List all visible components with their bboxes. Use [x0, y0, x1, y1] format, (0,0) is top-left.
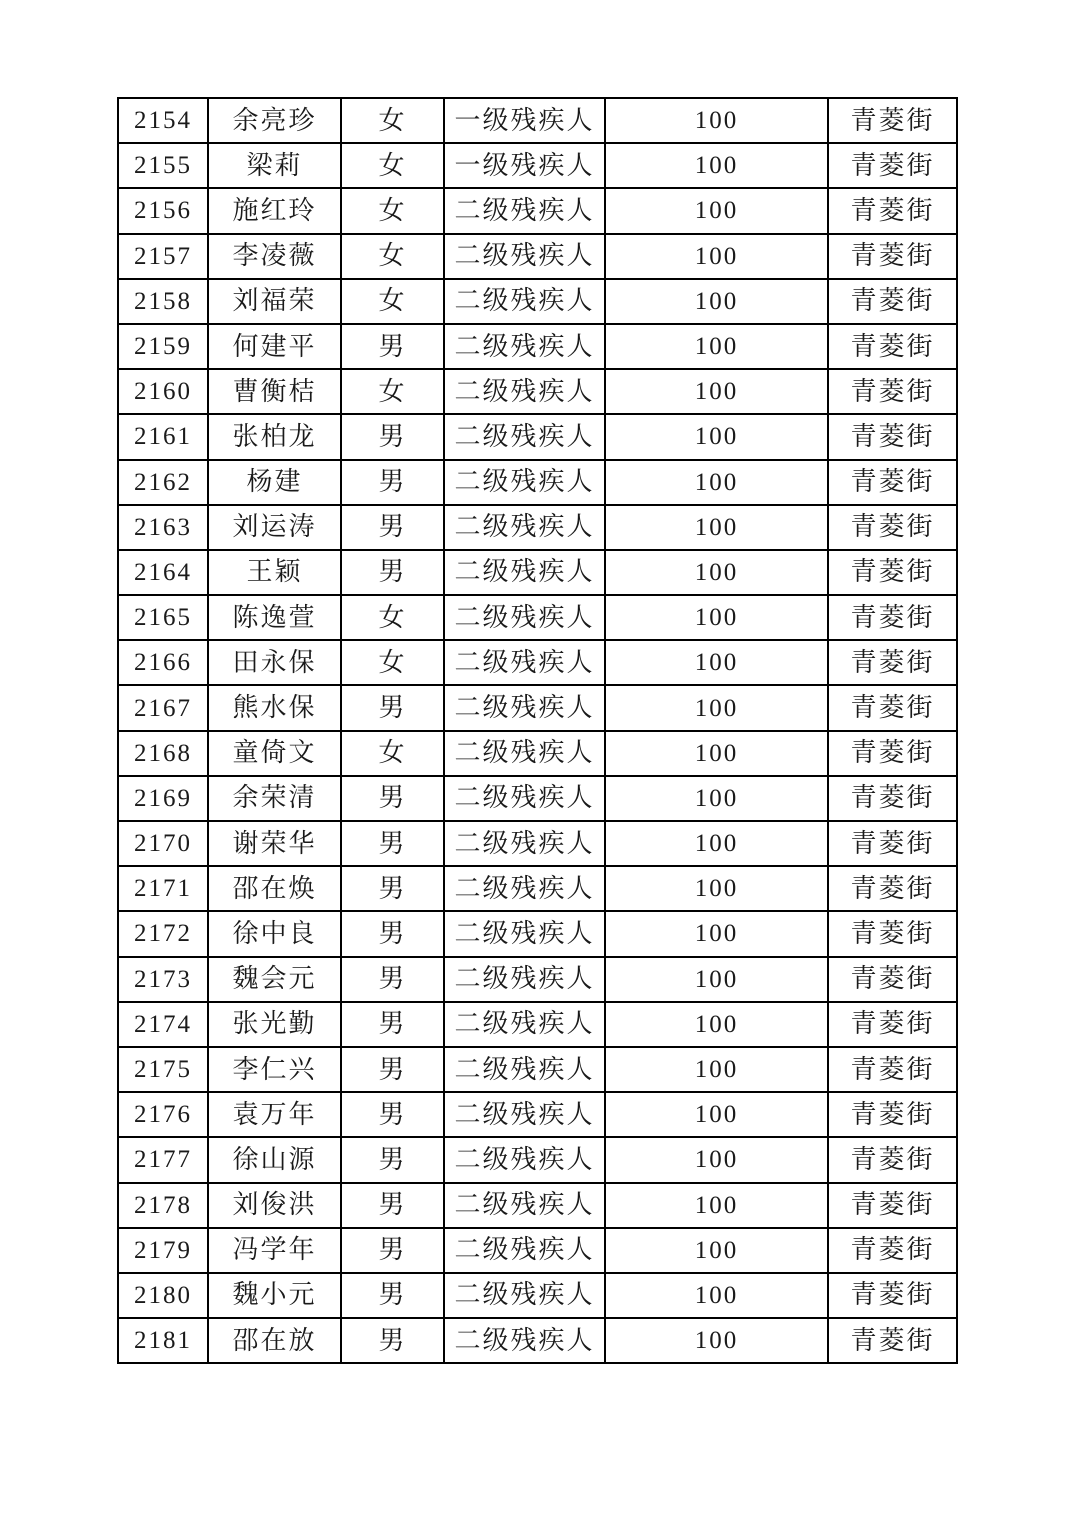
name-cell: 施红玲: [208, 188, 341, 233]
table-body: [118, 98, 957, 1363]
amount-cell: 100: [605, 1228, 828, 1273]
disability-level-cell: 二级残疾人: [444, 640, 605, 685]
street-cell: 青菱街: [828, 731, 957, 776]
name-cell: 余荣清: [208, 776, 341, 821]
gender-cell: 男: [341, 1228, 444, 1273]
name-cell: 李仁兴: [208, 1047, 341, 1092]
table-row: [118, 369, 957, 414]
name-cell: 王颖: [208, 550, 341, 595]
disability-level-cell: 二级残疾人: [444, 821, 605, 866]
table-row: [118, 1183, 957, 1228]
disability-level-cell: 一级残疾人: [444, 98, 605, 143]
name-cell: 田永保: [208, 640, 341, 685]
table-row: [118, 1002, 957, 1047]
amount-cell: 100: [605, 911, 828, 956]
disability-level-cell: 二级残疾人: [444, 595, 605, 640]
street-cell: 青菱街: [828, 324, 957, 369]
street-cell: 青菱街: [828, 550, 957, 595]
gender-cell: 男: [341, 414, 444, 459]
name-cell: 何建平: [208, 324, 341, 369]
serial-number-cell: 2169: [118, 776, 208, 821]
street-cell: 青菱街: [828, 1092, 957, 1137]
document-page: [117, 97, 958, 1364]
street-cell: 青菱街: [828, 1273, 957, 1318]
street-cell: 青菱街: [828, 1137, 957, 1182]
recipient-table: [117, 97, 958, 1364]
disability-level-cell: 二级残疾人: [444, 957, 605, 1002]
amount-cell: 100: [605, 1273, 828, 1318]
amount-cell: 100: [605, 640, 828, 685]
street-cell: 青菱街: [828, 1228, 957, 1273]
amount-cell: 100: [605, 460, 828, 505]
amount-cell: 100: [605, 957, 828, 1002]
amount-cell: 100: [605, 324, 828, 369]
serial-number-cell: 2167: [118, 685, 208, 730]
serial-number-cell: 2161: [118, 414, 208, 459]
amount-cell: 100: [605, 776, 828, 821]
street-cell: 青菱街: [828, 460, 957, 505]
serial-number-cell: 2179: [118, 1228, 208, 1273]
name-cell: 谢荣华: [208, 821, 341, 866]
serial-number-cell: 2163: [118, 505, 208, 550]
gender-cell: 男: [341, 1137, 444, 1182]
table-row: [118, 505, 957, 550]
gender-cell: 男: [341, 1002, 444, 1047]
serial-number-cell: 2171: [118, 866, 208, 911]
disability-level-cell: 一级残疾人: [444, 143, 605, 188]
street-cell: 青菱街: [828, 866, 957, 911]
gender-cell: 男: [341, 685, 444, 730]
amount-cell: 100: [605, 98, 828, 143]
serial-number-cell: 2157: [118, 234, 208, 279]
amount-cell: 100: [605, 731, 828, 776]
name-cell: 张光勤: [208, 1002, 341, 1047]
name-cell: 袁万年: [208, 1092, 341, 1137]
table-row: [118, 460, 957, 505]
gender-cell: 男: [341, 776, 444, 821]
table-row: [118, 550, 957, 595]
disability-level-cell: 二级残疾人: [444, 1318, 605, 1363]
name-cell: 张柏龙: [208, 414, 341, 459]
street-cell: 青菱街: [828, 640, 957, 685]
table-row: [118, 143, 957, 188]
disability-level-cell: 二级残疾人: [444, 1228, 605, 1273]
serial-number-cell: 2181: [118, 1318, 208, 1363]
table-row: [118, 1092, 957, 1137]
gender-cell: 女: [341, 279, 444, 324]
disability-level-cell: 二级残疾人: [444, 776, 605, 821]
gender-cell: 男: [341, 957, 444, 1002]
street-cell: 青菱街: [828, 957, 957, 1002]
table-row: [118, 957, 957, 1002]
table-row: [118, 1047, 957, 1092]
table-row: [118, 776, 957, 821]
street-cell: 青菱街: [828, 595, 957, 640]
gender-cell: 男: [341, 1183, 444, 1228]
table-row: [118, 234, 957, 279]
name-cell: 童倚文: [208, 731, 341, 776]
street-cell: 青菱街: [828, 188, 957, 233]
disability-level-cell: 二级残疾人: [444, 234, 605, 279]
serial-number-cell: 2172: [118, 911, 208, 956]
street-cell: 青菱街: [828, 911, 957, 956]
name-cell: 邵在放: [208, 1318, 341, 1363]
serial-number-cell: 2170: [118, 821, 208, 866]
name-cell: 杨建: [208, 460, 341, 505]
disability-level-cell: 二级残疾人: [444, 1002, 605, 1047]
name-cell: 刘俊洪: [208, 1183, 341, 1228]
amount-cell: 100: [605, 1047, 828, 1092]
disability-level-cell: 二级残疾人: [444, 460, 605, 505]
table-row: [118, 595, 957, 640]
gender-cell: 男: [341, 1092, 444, 1137]
serial-number-cell: 2154: [118, 98, 208, 143]
gender-cell: 男: [341, 866, 444, 911]
serial-number-cell: 2156: [118, 188, 208, 233]
serial-number-cell: 2173: [118, 957, 208, 1002]
street-cell: 青菱街: [828, 414, 957, 459]
street-cell: 青菱街: [828, 776, 957, 821]
street-cell: 青菱街: [828, 369, 957, 414]
gender-cell: 女: [341, 640, 444, 685]
name-cell: 梁莉: [208, 143, 341, 188]
serial-number-cell: 2159: [118, 324, 208, 369]
street-cell: 青菱街: [828, 143, 957, 188]
table-row: [118, 866, 957, 911]
serial-number-cell: 2162: [118, 460, 208, 505]
table-row: [118, 279, 957, 324]
serial-number-cell: 2178: [118, 1183, 208, 1228]
street-cell: 青菱街: [828, 1183, 957, 1228]
disability-level-cell: 二级残疾人: [444, 550, 605, 595]
gender-cell: 男: [341, 1318, 444, 1363]
gender-cell: 女: [341, 234, 444, 279]
table-row: [118, 640, 957, 685]
serial-number-cell: 2177: [118, 1137, 208, 1182]
name-cell: 魏会元: [208, 957, 341, 1002]
name-cell: 刘运涛: [208, 505, 341, 550]
amount-cell: 100: [605, 505, 828, 550]
serial-number-cell: 2166: [118, 640, 208, 685]
disability-level-cell: 二级残疾人: [444, 731, 605, 776]
amount-cell: 100: [605, 550, 828, 595]
amount-cell: 100: [605, 234, 828, 279]
gender-cell: 男: [341, 505, 444, 550]
disability-level-cell: 二级残疾人: [444, 866, 605, 911]
serial-number-cell: 2176: [118, 1092, 208, 1137]
amount-cell: 100: [605, 1137, 828, 1182]
table-row: [118, 1228, 957, 1273]
disability-level-cell: 二级残疾人: [444, 369, 605, 414]
name-cell: 熊水保: [208, 685, 341, 730]
disability-level-cell: 二级残疾人: [444, 279, 605, 324]
gender-cell: 女: [341, 369, 444, 414]
gender-cell: 男: [341, 460, 444, 505]
street-cell: 青菱街: [828, 685, 957, 730]
serial-number-cell: 2165: [118, 595, 208, 640]
table-row: [118, 414, 957, 459]
street-cell: 青菱街: [828, 98, 957, 143]
amount-cell: 100: [605, 595, 828, 640]
name-cell: 邵在焕: [208, 866, 341, 911]
amount-cell: 100: [605, 1002, 828, 1047]
amount-cell: 100: [605, 414, 828, 459]
amount-cell: 100: [605, 685, 828, 730]
name-cell: 李凌薇: [208, 234, 341, 279]
disability-level-cell: 二级残疾人: [444, 1047, 605, 1092]
street-cell: 青菱街: [828, 1002, 957, 1047]
disability-level-cell: 二级残疾人: [444, 324, 605, 369]
amount-cell: 100: [605, 866, 828, 911]
gender-cell: 女: [341, 595, 444, 640]
name-cell: 冯学年: [208, 1228, 341, 1273]
disability-level-cell: 二级残疾人: [444, 505, 605, 550]
table-row: [118, 1318, 957, 1363]
name-cell: 陈逸萱: [208, 595, 341, 640]
name-cell: 曹衡桔: [208, 369, 341, 414]
amount-cell: 100: [605, 279, 828, 324]
table-row: [118, 911, 957, 956]
name-cell: 魏小元: [208, 1273, 341, 1318]
table-row: [118, 188, 957, 233]
gender-cell: 女: [341, 143, 444, 188]
disability-level-cell: 二级残疾人: [444, 1092, 605, 1137]
gender-cell: 男: [341, 911, 444, 956]
serial-number-cell: 2164: [118, 550, 208, 595]
serial-number-cell: 2180: [118, 1273, 208, 1318]
disability-level-cell: 二级残疾人: [444, 911, 605, 956]
amount-cell: 100: [605, 1318, 828, 1363]
table-row: [118, 1137, 957, 1182]
name-cell: 余亮珍: [208, 98, 341, 143]
disability-level-cell: 二级残疾人: [444, 414, 605, 459]
serial-number-cell: 2160: [118, 369, 208, 414]
amount-cell: 100: [605, 1092, 828, 1137]
table-row: [118, 685, 957, 730]
serial-number-cell: 2174: [118, 1002, 208, 1047]
table-row: [118, 1273, 957, 1318]
table-row: [118, 324, 957, 369]
amount-cell: 100: [605, 188, 828, 233]
amount-cell: 100: [605, 143, 828, 188]
serial-number-cell: 2155: [118, 143, 208, 188]
street-cell: 青菱街: [828, 1318, 957, 1363]
serial-number-cell: 2175: [118, 1047, 208, 1092]
street-cell: 青菱街: [828, 505, 957, 550]
gender-cell: 男: [341, 1273, 444, 1318]
table-row: [118, 731, 957, 776]
disability-level-cell: 二级残疾人: [444, 1183, 605, 1228]
name-cell: 徐山源: [208, 1137, 341, 1182]
gender-cell: 男: [341, 821, 444, 866]
gender-cell: 男: [341, 550, 444, 595]
table-row: [118, 98, 957, 143]
disability-level-cell: 二级残疾人: [444, 1273, 605, 1318]
gender-cell: 男: [341, 1047, 444, 1092]
disability-level-cell: 二级残疾人: [444, 685, 605, 730]
street-cell: 青菱街: [828, 234, 957, 279]
serial-number-cell: 2168: [118, 731, 208, 776]
gender-cell: 男: [341, 324, 444, 369]
disability-level-cell: 二级残疾人: [444, 188, 605, 233]
amount-cell: 100: [605, 1183, 828, 1228]
gender-cell: 女: [341, 188, 444, 233]
gender-cell: 女: [341, 98, 444, 143]
street-cell: 青菱街: [828, 1047, 957, 1092]
amount-cell: 100: [605, 369, 828, 414]
name-cell: 刘福荣: [208, 279, 341, 324]
amount-cell: 100: [605, 821, 828, 866]
table-row: [118, 821, 957, 866]
street-cell: 青菱街: [828, 279, 957, 324]
disability-level-cell: 二级残疾人: [444, 1137, 605, 1182]
name-cell: 徐中良: [208, 911, 341, 956]
serial-number-cell: 2158: [118, 279, 208, 324]
street-cell: 青菱街: [828, 821, 957, 866]
gender-cell: 女: [341, 731, 444, 776]
